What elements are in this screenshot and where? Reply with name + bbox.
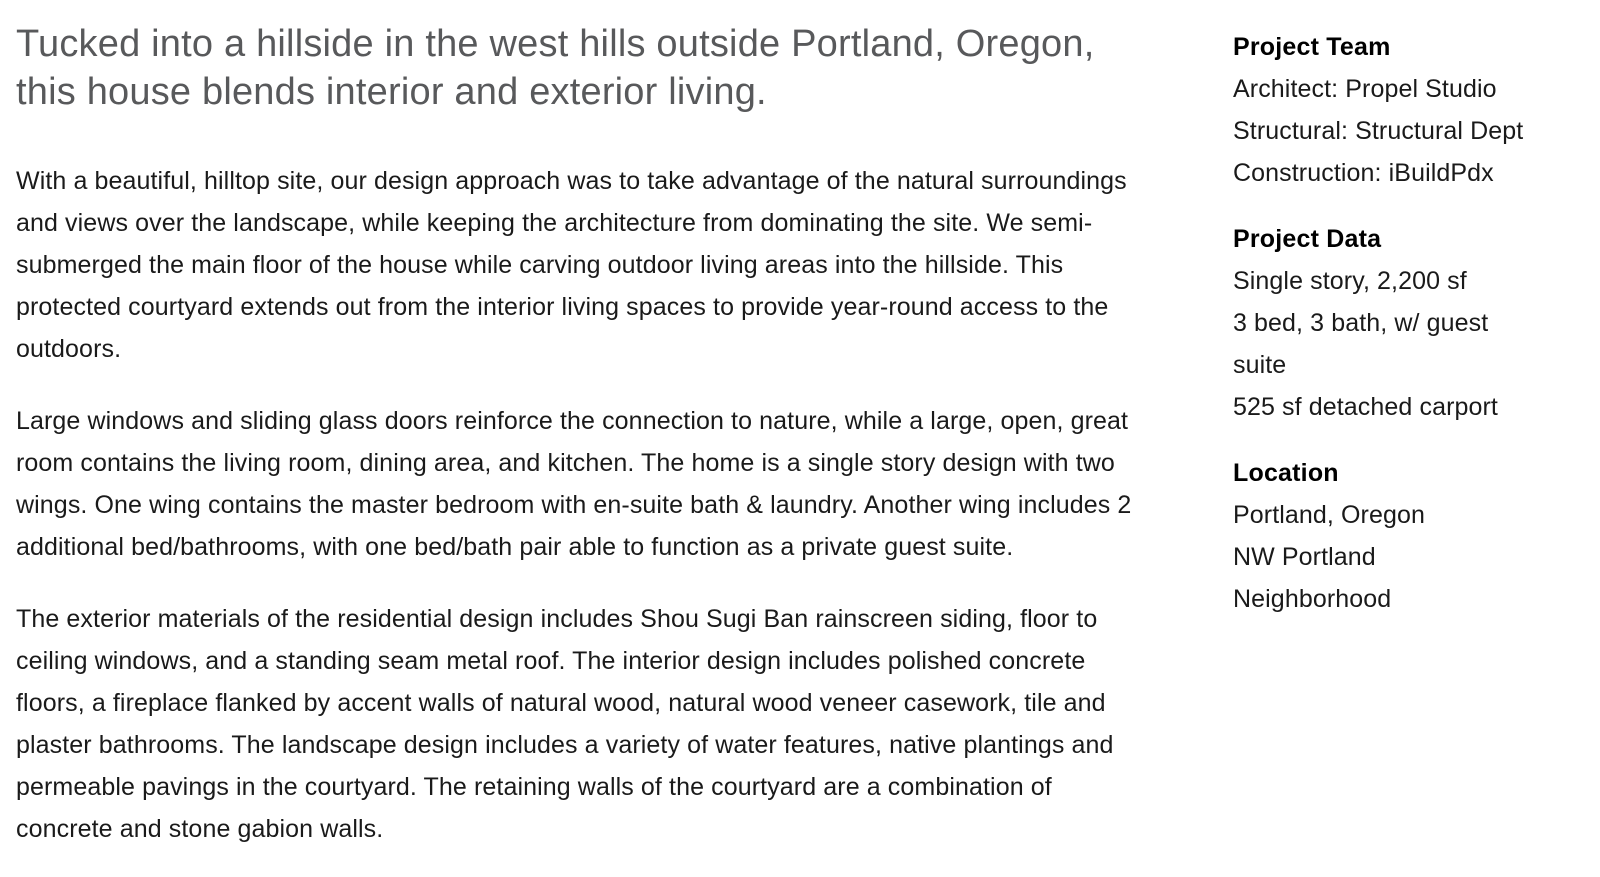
project-team-architect: Architect: Propel Studio [1233, 75, 1497, 103]
sidebar-section-project-data [1233, 218, 1528, 428]
project-data-size: Single story, 2,200 sf [1233, 267, 1467, 295]
project-description-paragraph-3: The exterior materials of the residential design includes Shou Sugi Ban rainscreen siding, floor to ceiling windows, and a standing seam metal roof. The interior design includes polished concrete floors, a fireplace flanked by accent walls of natural wood, natural wood veneer casework, tile and plaster bathrooms. The landscape design includes a variety of water features, native plantings and permeable pavings in the courtyard. The retaining walls of the courtyard are a combination of concrete and stone gabion walls. [16, 605, 1114, 843]
location-neighborhood: NW Portland Neighborhood [1233, 543, 1392, 613]
main-content [16, 0, 1146, 850]
project-data-rooms: 3 bed, 3 bath, w/ guest suite [1233, 309, 1489, 379]
project-description-paragraph-2: Large windows and sliding glass doors reinforce the connection to nature, while a large, open, great room contains the living room, dining area, and kitchen. The home is a single story design with two wings. One wing contains the master bedroom with en-suite bath & laundry. Another wing includes 2 additional bed/bathrooms, with one bed/bath pair able to function as a private guest suite. [16, 407, 1132, 561]
sidebar-section-location [1233, 452, 1528, 620]
project-heading: Tucked into a hillside in the west hills outside Portland, Oregon, this house blends interior and exterior living. [16, 23, 1095, 113]
location-title: Location [1233, 459, 1339, 487]
sidebar-section-project-team [1233, 26, 1528, 194]
project-data-title: Project Data [1233, 225, 1382, 253]
project-team-construction: Construction: iBuildPdx [1233, 159, 1494, 187]
project-info-sidebar [1233, 0, 1528, 620]
project-team-title: Project Team [1233, 33, 1391, 61]
project-data-carport: 525 sf detached carport [1233, 393, 1498, 421]
location-city: Portland, Oregon [1233, 501, 1425, 529]
project-team-structural: Structural: Structural Dept [1233, 117, 1524, 145]
project-description-paragraph-1: With a beautiful, hilltop site, our design approach was to take advantage of the natural surroundings and views over the landscape, while keeping the architecture from dominating the site. We semi-submerged the main floor of the house while carving outdoor living areas into the hillside. This protected courtyard extends out from the interior living spaces to provide year-round access to the outdoors. [16, 167, 1127, 363]
